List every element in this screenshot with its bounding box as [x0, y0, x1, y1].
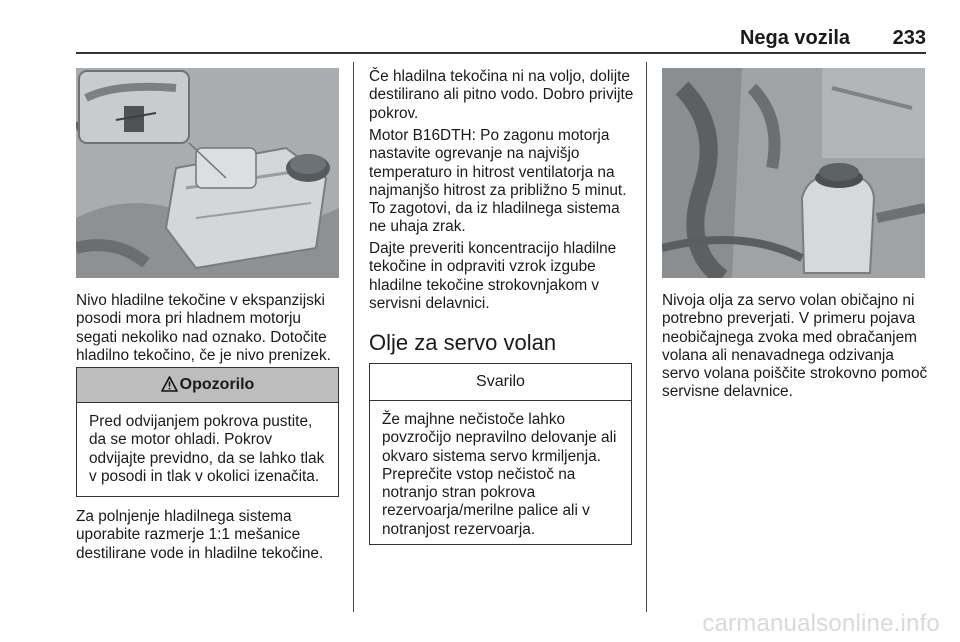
warning-text: Pred odvijanjem pokrova pustite, da se motor ohladi. Pokrov odvijajte previdno, da se lahko tlak v posodi in tlak v okolici izenačita.	[89, 413, 325, 485]
power-steering-reservoir-photo	[662, 68, 925, 278]
notice-title: Svarilo	[370, 364, 631, 401]
coolant-level-text: Nivo hladilne tekočine v ekspanzijski posodi mora pri hladnem motorju segati nekoliko nad oznako. Dotočite hladilno tekočino, če je nivo prenizek.	[76, 292, 331, 364]
watermark: carmanualsonline.info	[702, 610, 940, 637]
warning-title: Opozorilo	[179, 376, 255, 393]
warning-box-header	[77, 368, 338, 403]
notice-text: Že majhne nečistoče lahko povzročijo nepravilno delovanje ali okvaro sistema servo krmiljenja. Preprečite vstop nečistoč na notranjo stran pokrova rezervoarja/merilne palice ali v notranjost rezervoarja.	[382, 411, 617, 538]
column-divider-right	[646, 62, 647, 612]
header-rule	[76, 52, 926, 54]
page-number: 233	[892, 27, 926, 49]
power-steering-text: Nivoja olja za servo volan običajno ni potrebno preverjati. V primeru pojava neobičajnega zvoka med obračanjem volana ali nenavadnega odzivanja servo volana poiščite strokovno pomoč servisne delavnice.	[662, 292, 928, 401]
coolant-concentration-text: Dajte preveriti koncentracijo hladilne tekočine in odpraviti vzrok izgube hladilne tekočine strokovnjakom v servisni delavnici.	[369, 240, 617, 312]
coolant-mixture-text: Za polnjenje hladilnega sistema uporabite razmerje 1:1 mešanice destilirane vode in hladilne tekočine.	[76, 508, 324, 562]
column-divider-left	[353, 62, 354, 612]
water-substitute-text: Če hladilna tekočina ni na voljo, dolijte destilirano ali pitno vodo. Dobro privijte pokrov.	[369, 68, 634, 122]
notice-box	[369, 363, 632, 545]
coolant-tank-photo	[76, 68, 339, 278]
warning-box	[76, 367, 339, 497]
section-heading-power-steering: Olje za servo volan	[369, 330, 557, 355]
b16dth-procedure-text: Motor B16DTH: Po zagonu motorja nastavite ogrevanje na najvišjo temperaturo in hitrost ventilatorja na najmanjšo hitrost za približno 5 minut. To zagotovi, da iz hladilnega sistema ne uhaja zrak.	[369, 127, 627, 236]
warning-triangle-icon	[161, 371, 178, 405]
page-header-title: Nega vozila	[739, 27, 850, 49]
